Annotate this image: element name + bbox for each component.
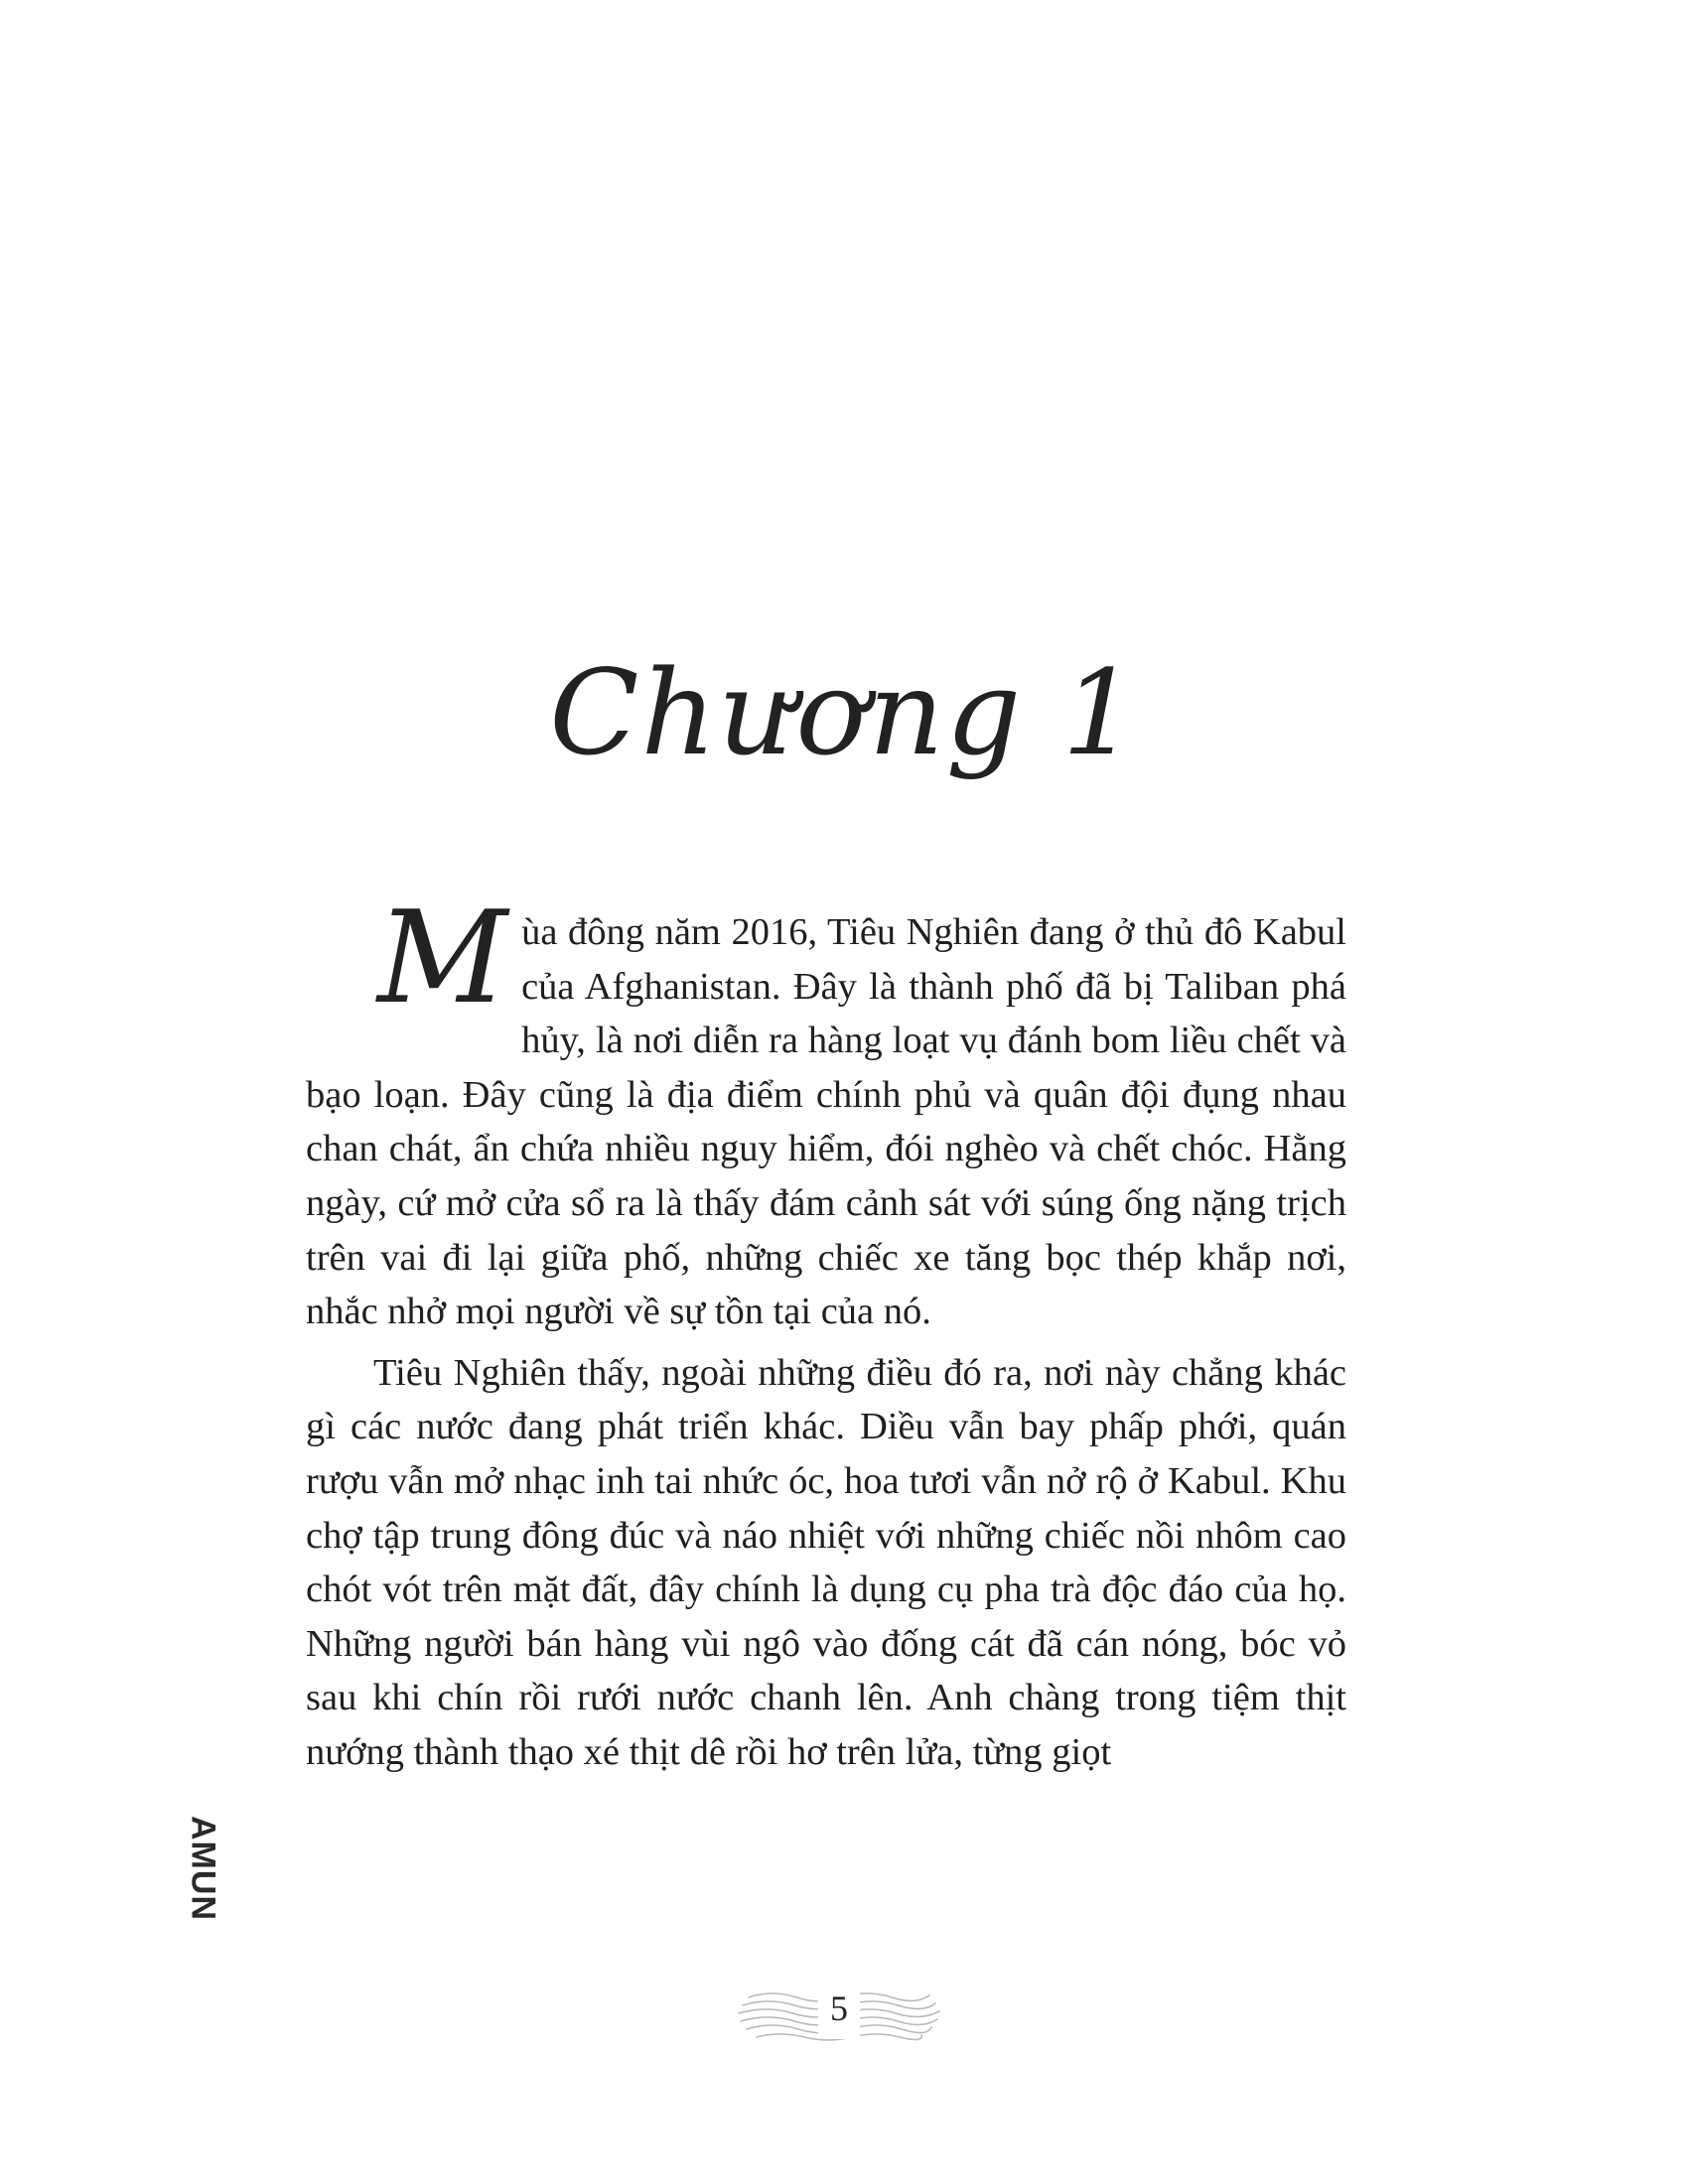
publisher-logo: [183, 1809, 222, 1928]
body-text: [306, 885, 1346, 1780]
chapter-title: Chương 1: [549, 644, 1139, 782]
paragraph-1: [306, 885, 1346, 1339]
publisher-logo-text: AMUN: [184, 1816, 222, 1921]
drop-cap: M: [377, 885, 508, 1032]
page-number: 5: [830, 1988, 848, 2028]
page-number-ornament: [735, 1978, 943, 2049]
paragraph-2: Tiêu Nghiên thấy, ngoài những điều đó ra, nơi này chẳng khác gì các nước đang phát triển khác. Diều vẫn bay phấp phới, quán rượu vẫn mở nhạc inh tai nhức óc, hoa tươi vẫn nở rộ ở Kabul. Khu chợ tập trung đông đúc và náo nhiệt với những chiếc nồi nhôm cao chót vót trên mặt đất, đây chính là dụng cụ pha trà độc đáo của họ. Những người bán hàng vùi ngô vào đống cát đã cán nóng, bóc vỏ sau khi chín rồi rưới nước chanh lên. Anh chàng trong tiệm thịt nướng thành thạo xé thịt dê rồi hơ trên lửa, từng giọt: [306, 1351, 1346, 1773]
paragraph-1-text: ùa đông năm 2016, Tiêu Nghiên đang ở thủ đô Kabul của Afghanistan. Đây là thành phố đã bị Taliban phá hủy, là nơi diễn ra hàng loạt vụ đánh bom liều chết và bạo loạn. Đây cũng là địa điểm chính phủ và quân đội đụng nhau chan chát, ẩn chứa nhiều nguy hiểm, đói nghèo và chết chóc. Hằng ngày, cứ mở cửa sổ ra là thấy đám cảnh sát với súng ống nặng trịch trên vai đi lại giữa phố, những chiếc xe tăng bọc thép khắp nơi, nhắc nhở mọi người về sự tồn tại của nó.: [306, 911, 1346, 1333]
